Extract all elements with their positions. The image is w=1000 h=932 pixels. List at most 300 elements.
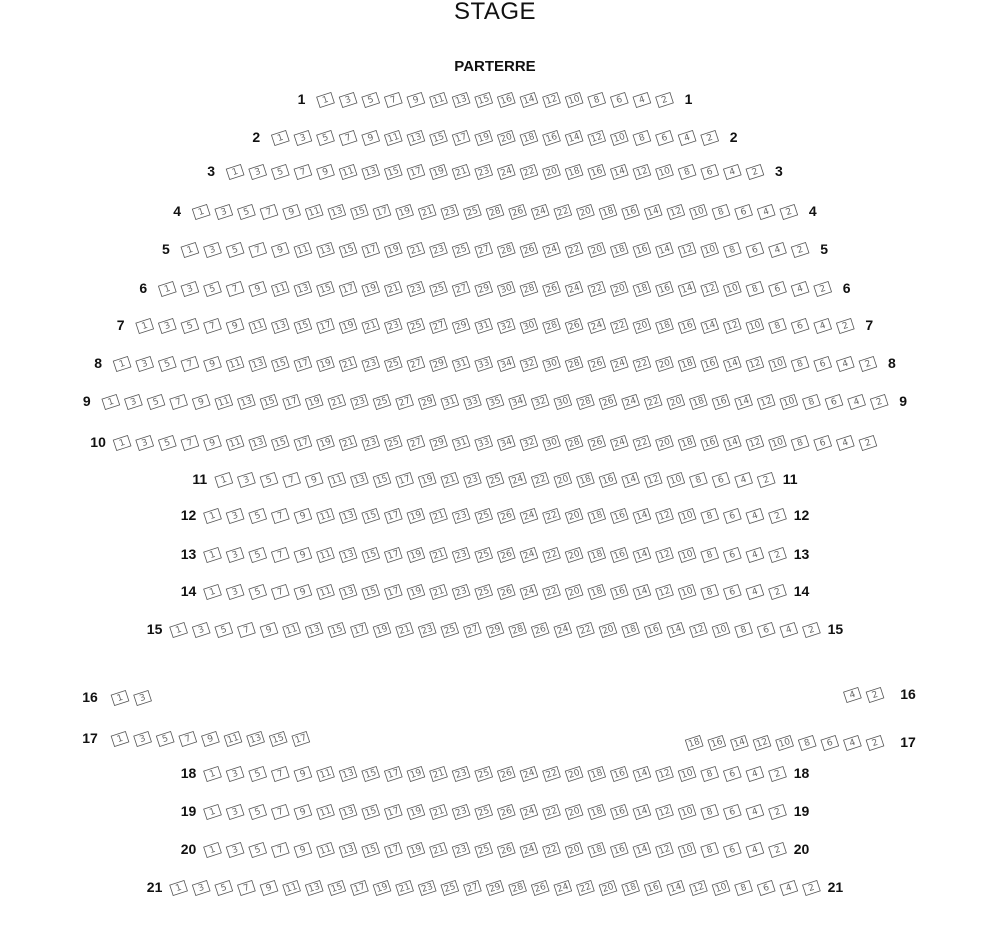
seat-row-1-14[interactable]: [520, 92, 538, 107]
seat-row-18-4[interactable]: [746, 766, 764, 781]
seat-row-8-20[interactable]: [656, 356, 674, 371]
seat-row-2-14[interactable]: [565, 130, 583, 145]
seat-row-4-12[interactable]: [667, 204, 685, 219]
seat-row-21-26[interactable]: [531, 880, 549, 895]
seat-row-3-14[interactable]: [610, 164, 628, 179]
seat-row-7-31[interactable]: [475, 318, 493, 333]
seat-row-11-2[interactable]: [757, 472, 775, 487]
seat-row-8-33[interactable]: [475, 356, 493, 371]
seat-row-10-17[interactable]: [294, 435, 312, 450]
seat-row-12-20[interactable]: [565, 508, 583, 523]
seat-row-20-4[interactable]: [746, 842, 764, 857]
seat-row-18-9[interactable]: [294, 766, 312, 781]
seat-row-4-9[interactable]: [283, 204, 301, 219]
seat-row-20-1[interactable]: [204, 842, 222, 857]
seat-row-20-22[interactable]: [543, 842, 561, 857]
seat-row-11-21[interactable]: [441, 472, 459, 487]
seat-row-21-2[interactable]: [803, 880, 821, 895]
seat-row-11-9[interactable]: [305, 472, 323, 487]
seat-row-9-16[interactable]: [712, 394, 730, 409]
seat-row-8-18[interactable]: [678, 356, 696, 371]
seat-row-5-6[interactable]: [746, 242, 764, 257]
seat-row-8-13[interactable]: [249, 356, 267, 371]
seat-row-4-28[interactable]: [486, 204, 504, 219]
seat-row-1-12[interactable]: [543, 92, 561, 107]
seat-row-15-19[interactable]: [373, 622, 391, 637]
seat-row-9-14[interactable]: [735, 394, 753, 409]
seat-row-14-3[interactable]: [226, 584, 244, 599]
seat-row-15-7[interactable]: [238, 622, 256, 637]
seat-row-1-4[interactable]: [633, 92, 651, 107]
seat-row-5-1[interactable]: [181, 242, 199, 257]
seat-row-9-25[interactable]: [373, 394, 391, 409]
seat-row-19-21[interactable]: [430, 804, 448, 819]
seat-row-2-18[interactable]: [520, 130, 538, 145]
seat-row-10-7[interactable]: [181, 435, 199, 450]
seat-row-3-8[interactable]: [678, 164, 696, 179]
seat-row-17-8[interactable]: [798, 735, 816, 750]
seat-row-4-1[interactable]: [192, 204, 210, 219]
seat-row-2-8[interactable]: [633, 130, 651, 145]
seat-row-11-3[interactable]: [238, 472, 256, 487]
seat-row-7-1[interactable]: [136, 318, 154, 333]
seat-row-10-15[interactable]: [271, 435, 289, 450]
seat-row-17-16[interactable]: [708, 735, 726, 750]
seat-row-9-31[interactable]: [441, 394, 459, 409]
seat-row-3-12[interactable]: [633, 164, 651, 179]
seat-row-3-1[interactable]: [226, 164, 244, 179]
seat-row-21-8[interactable]: [735, 880, 753, 895]
seat-row-3-9[interactable]: [317, 164, 335, 179]
seat-row-20-15[interactable]: [362, 842, 380, 857]
seat-row-18-1[interactable]: [204, 766, 222, 781]
seat-row-4-7[interactable]: [260, 204, 278, 219]
seat-row-17-12[interactable]: [753, 735, 771, 750]
seat-row-19-10[interactable]: [678, 804, 696, 819]
seat-row-13-18[interactable]: [588, 547, 606, 562]
seat-row-3-22[interactable]: [520, 164, 538, 179]
seat-row-5-24[interactable]: [543, 242, 561, 257]
seat-row-9-13[interactable]: [238, 394, 256, 409]
seat-row-21-19[interactable]: [373, 880, 391, 895]
seat-row-6-12[interactable]: [701, 281, 719, 296]
seat-row-4-6[interactable]: [735, 204, 753, 219]
seat-row-21-4[interactable]: [780, 880, 798, 895]
seat-row-6-22[interactable]: [588, 281, 606, 296]
seat-row-12-22[interactable]: [543, 508, 561, 523]
seat-row-14-15[interactable]: [362, 584, 380, 599]
seat-row-10-14[interactable]: [723, 435, 741, 450]
seat-row-9-24[interactable]: [622, 394, 640, 409]
seat-row-8-32[interactable]: [520, 356, 538, 371]
seat-row-6-24[interactable]: [565, 281, 583, 296]
seat-row-5-2[interactable]: [791, 242, 809, 257]
seat-row-7-23[interactable]: [384, 318, 402, 333]
seat-row-16-3[interactable]: [134, 690, 152, 705]
seat-row-5-4[interactable]: [769, 242, 787, 257]
seat-row-10-8[interactable]: [791, 435, 809, 450]
seat-row-14-10[interactable]: [678, 584, 696, 599]
seat-row-14-8[interactable]: [701, 584, 719, 599]
seat-row-13-15[interactable]: [362, 547, 380, 562]
seat-row-12-12[interactable]: [656, 508, 674, 523]
seat-row-14-6[interactable]: [723, 584, 741, 599]
seat-row-8-31[interactable]: [452, 356, 470, 371]
seat-row-19-11[interactable]: [317, 804, 335, 819]
seat-row-6-20[interactable]: [610, 281, 628, 296]
seat-row-12-18[interactable]: [588, 508, 606, 523]
seat-row-10-26[interactable]: [588, 435, 606, 450]
seat-row-20-5[interactable]: [249, 842, 267, 857]
seat-row-5-5[interactable]: [226, 242, 244, 257]
seat-row-17-4[interactable]: [844, 735, 862, 750]
seat-row-9-1[interactable]: [102, 394, 120, 409]
seat-row-7-10[interactable]: [746, 318, 764, 333]
seat-row-15-28[interactable]: [509, 622, 527, 637]
seat-row-15-23[interactable]: [418, 622, 436, 637]
seat-row-19-12[interactable]: [656, 804, 674, 819]
seat-row-8-8[interactable]: [791, 356, 809, 371]
seat-row-10-33[interactable]: [475, 435, 493, 450]
seat-row-17-17[interactable]: [292, 731, 310, 746]
seat-row-6-16[interactable]: [656, 281, 674, 296]
seat-row-4-11[interactable]: [305, 204, 323, 219]
seat-row-9-17[interactable]: [283, 394, 301, 409]
seat-row-7-3[interactable]: [158, 318, 176, 333]
seat-row-14-1[interactable]: [204, 584, 222, 599]
seat-row-20-21[interactable]: [430, 842, 448, 857]
seat-row-19-25[interactable]: [475, 804, 493, 819]
seat-row-7-18[interactable]: [656, 318, 674, 333]
seat-row-6-29[interactable]: [475, 281, 493, 296]
seat-row-11-14[interactable]: [622, 472, 640, 487]
seat-row-10-10[interactable]: [769, 435, 787, 450]
seat-row-3-18[interactable]: [565, 164, 583, 179]
seat-row-15-11[interactable]: [283, 622, 301, 637]
seat-row-7-27[interactable]: [430, 318, 448, 333]
seat-row-7-17[interactable]: [317, 318, 335, 333]
seat-row-2-6[interactable]: [656, 130, 674, 145]
seat-row-2-2[interactable]: [701, 130, 719, 145]
seat-row-15-5[interactable]: [215, 622, 233, 637]
seat-row-19-4[interactable]: [746, 804, 764, 819]
seat-row-17-1[interactable]: [111, 731, 129, 746]
seat-row-9-27[interactable]: [396, 394, 414, 409]
seat-row-8-14[interactable]: [723, 356, 741, 371]
seat-row-20-8[interactable]: [701, 842, 719, 857]
seat-row-10-27[interactable]: [407, 435, 425, 450]
seat-row-19-22[interactable]: [543, 804, 561, 819]
seat-row-19-14[interactable]: [633, 804, 651, 819]
seat-row-3-4[interactable]: [723, 164, 741, 179]
seat-row-21-6[interactable]: [757, 880, 775, 895]
seat-row-18-23[interactable]: [452, 766, 470, 781]
seat-row-8-27[interactable]: [407, 356, 425, 371]
seat-row-15-29[interactable]: [486, 622, 504, 637]
seat-row-3-16[interactable]: [588, 164, 606, 179]
seat-row-5-25[interactable]: [452, 242, 470, 257]
seat-row-21-14[interactable]: [667, 880, 685, 895]
seat-row-21-11[interactable]: [283, 880, 301, 895]
seat-row-3-15[interactable]: [384, 164, 402, 179]
seat-row-15-21[interactable]: [396, 622, 414, 637]
seat-row-14-17[interactable]: [384, 584, 402, 599]
seat-row-7-9[interactable]: [226, 318, 244, 333]
seat-row-10-24[interactable]: [610, 435, 628, 450]
seat-row-10-16[interactable]: [701, 435, 719, 450]
seat-row-21-13[interactable]: [305, 880, 323, 895]
seat-row-1-2[interactable]: [656, 92, 674, 107]
seat-row-17-15[interactable]: [269, 731, 287, 746]
seat-row-5-7[interactable]: [249, 242, 267, 257]
seat-row-9-10[interactable]: [780, 394, 798, 409]
seat-row-19-13[interactable]: [339, 804, 357, 819]
seat-row-19-23[interactable]: [452, 804, 470, 819]
seat-row-9-21[interactable]: [328, 394, 346, 409]
seat-row-19-19[interactable]: [407, 804, 425, 819]
seat-row-7-30[interactable]: [520, 318, 538, 333]
seat-row-2-20[interactable]: [497, 130, 515, 145]
seat-row-8-9[interactable]: [204, 356, 222, 371]
seat-row-13-23[interactable]: [452, 547, 470, 562]
seat-row-10-9[interactable]: [204, 435, 222, 450]
seat-row-16-4[interactable]: [844, 687, 862, 702]
seat-row-19-18[interactable]: [588, 804, 606, 819]
seat-row-8-5[interactable]: [158, 356, 176, 371]
seat-row-12-9[interactable]: [294, 508, 312, 523]
seat-row-9-26[interactable]: [599, 394, 617, 409]
seat-row-3-6[interactable]: [701, 164, 719, 179]
seat-row-21-23[interactable]: [418, 880, 436, 895]
seat-row-2-4[interactable]: [678, 130, 696, 145]
seat-row-11-20[interactable]: [554, 472, 572, 487]
seat-row-18-16[interactable]: [610, 766, 628, 781]
seat-row-2-16[interactable]: [543, 130, 561, 145]
seat-row-6-9[interactable]: [249, 281, 267, 296]
seat-row-8-26[interactable]: [588, 356, 606, 371]
seat-row-13-5[interactable]: [249, 547, 267, 562]
seat-row-2-13[interactable]: [407, 130, 425, 145]
seat-row-7-19[interactable]: [339, 318, 357, 333]
seat-row-14-11[interactable]: [317, 584, 335, 599]
seat-row-19-7[interactable]: [271, 804, 289, 819]
seat-row-4-16[interactable]: [622, 204, 640, 219]
seat-row-6-2[interactable]: [814, 281, 832, 296]
seat-row-11-16[interactable]: [599, 472, 617, 487]
seat-row-13-11[interactable]: [317, 547, 335, 562]
seat-row-8-7[interactable]: [181, 356, 199, 371]
seat-row-13-21[interactable]: [430, 547, 448, 562]
seat-row-11-1[interactable]: [215, 472, 233, 487]
seat-row-8-16[interactable]: [701, 356, 719, 371]
seat-row-8-10[interactable]: [769, 356, 787, 371]
seat-row-15-9[interactable]: [260, 622, 278, 637]
seat-row-12-6[interactable]: [723, 508, 741, 523]
seat-row-10-12[interactable]: [746, 435, 764, 450]
seat-row-5-3[interactable]: [204, 242, 222, 257]
seat-row-14-20[interactable]: [565, 584, 583, 599]
seat-row-12-14[interactable]: [633, 508, 651, 523]
seat-row-8-22[interactable]: [633, 356, 651, 371]
seat-row-6-25[interactable]: [430, 281, 448, 296]
seat-row-6-21[interactable]: [384, 281, 402, 296]
seat-row-12-19[interactable]: [407, 508, 425, 523]
seat-row-2-9[interactable]: [362, 130, 380, 145]
seat-row-15-14[interactable]: [667, 622, 685, 637]
seat-row-8-30[interactable]: [543, 356, 561, 371]
seat-row-8-4[interactable]: [836, 356, 854, 371]
seat-row-9-8[interactable]: [803, 394, 821, 409]
seat-row-14-18[interactable]: [588, 584, 606, 599]
seat-row-14-13[interactable]: [339, 584, 357, 599]
seat-row-11-13[interactable]: [351, 472, 369, 487]
seat-row-8-19[interactable]: [317, 356, 335, 371]
seat-row-6-10[interactable]: [723, 281, 741, 296]
seat-row-11-4[interactable]: [735, 472, 753, 487]
seat-row-8-23[interactable]: [362, 356, 380, 371]
seat-row-18-3[interactable]: [226, 766, 244, 781]
seat-row-14-24[interactable]: [520, 584, 538, 599]
seat-row-6-1[interactable]: [158, 281, 176, 296]
seat-row-5-18[interactable]: [610, 242, 628, 257]
seat-row-4-4[interactable]: [757, 204, 775, 219]
seat-row-18-10[interactable]: [678, 766, 696, 781]
seat-row-15-1[interactable]: [170, 622, 188, 637]
seat-row-13-25[interactable]: [475, 547, 493, 562]
seat-row-8-6[interactable]: [814, 356, 832, 371]
seat-row-10-6[interactable]: [814, 435, 832, 450]
seat-row-7-8[interactable]: [769, 318, 787, 333]
seat-row-7-7[interactable]: [204, 318, 222, 333]
seat-row-8-21[interactable]: [339, 356, 357, 371]
seat-row-19-1[interactable]: [204, 804, 222, 819]
seat-row-14-14[interactable]: [633, 584, 651, 599]
seat-row-1-5[interactable]: [362, 92, 380, 107]
seat-row-15-6[interactable]: [757, 622, 775, 637]
seat-row-4-13[interactable]: [328, 204, 346, 219]
seat-row-6-23[interactable]: [407, 281, 425, 296]
seat-row-9-29[interactable]: [418, 394, 436, 409]
seat-row-6-8[interactable]: [746, 281, 764, 296]
seat-row-20-12[interactable]: [656, 842, 674, 857]
seat-row-4-10[interactable]: [690, 204, 708, 219]
seat-row-4-18[interactable]: [599, 204, 617, 219]
seat-row-10-5[interactable]: [158, 435, 176, 450]
seat-row-20-9[interactable]: [294, 842, 312, 857]
seat-row-5-15[interactable]: [339, 242, 357, 257]
seat-row-14-12[interactable]: [656, 584, 674, 599]
seat-row-4-25[interactable]: [464, 204, 482, 219]
seat-row-7-29[interactable]: [452, 318, 470, 333]
seat-row-19-5[interactable]: [249, 804, 267, 819]
seat-row-14-7[interactable]: [271, 584, 289, 599]
seat-row-11-17[interactable]: [396, 472, 414, 487]
seat-row-11-7[interactable]: [283, 472, 301, 487]
seat-row-12-25[interactable]: [475, 508, 493, 523]
seat-row-3-19[interactable]: [430, 164, 448, 179]
seat-row-15-10[interactable]: [712, 622, 730, 637]
seat-row-20-14[interactable]: [633, 842, 651, 857]
seat-row-7-24[interactable]: [588, 318, 606, 333]
seat-row-16-1[interactable]: [111, 690, 129, 705]
seat-row-18-14[interactable]: [633, 766, 651, 781]
seat-row-7-32[interactable]: [497, 318, 515, 333]
seat-row-2-5[interactable]: [317, 130, 335, 145]
seat-row-4-17[interactable]: [373, 204, 391, 219]
seat-row-21-5[interactable]: [215, 880, 233, 895]
seat-row-7-14[interactable]: [701, 318, 719, 333]
seat-row-7-4[interactable]: [814, 318, 832, 333]
seat-row-1-7[interactable]: [384, 92, 402, 107]
seat-row-1-6[interactable]: [610, 92, 628, 107]
seat-row-11-22[interactable]: [531, 472, 549, 487]
seat-row-6-14[interactable]: [678, 281, 696, 296]
seat-row-12-10[interactable]: [678, 508, 696, 523]
seat-row-18-24[interactable]: [520, 766, 538, 781]
seat-row-20-24[interactable]: [520, 842, 538, 857]
seat-row-13-1[interactable]: [204, 547, 222, 562]
seat-row-6-11[interactable]: [271, 281, 289, 296]
seat-row-9-9[interactable]: [192, 394, 210, 409]
seat-row-7-21[interactable]: [362, 318, 380, 333]
seat-row-2-12[interactable]: [588, 130, 606, 145]
seat-row-3-3[interactable]: [249, 164, 267, 179]
seat-row-8-12[interactable]: [746, 356, 764, 371]
seat-row-21-29[interactable]: [486, 880, 504, 895]
seat-row-3-10[interactable]: [656, 164, 674, 179]
seat-row-3-11[interactable]: [339, 164, 357, 179]
seat-row-3-21[interactable]: [452, 164, 470, 179]
seat-row-12-13[interactable]: [339, 508, 357, 523]
seat-row-13-7[interactable]: [271, 547, 289, 562]
seat-row-6-15[interactable]: [317, 281, 335, 296]
seat-row-13-16[interactable]: [610, 547, 628, 562]
seat-row-9-6[interactable]: [825, 394, 843, 409]
seat-row-20-26[interactable]: [497, 842, 515, 857]
seat-row-1-16[interactable]: [497, 92, 515, 107]
seat-row-6-13[interactable]: [294, 281, 312, 296]
seat-row-7-22[interactable]: [610, 318, 628, 333]
seat-row-20-17[interactable]: [384, 842, 402, 857]
seat-row-18-6[interactable]: [723, 766, 741, 781]
seat-row-18-11[interactable]: [317, 766, 335, 781]
seat-row-4-2[interactable]: [780, 204, 798, 219]
seat-row-8-25[interactable]: [384, 356, 402, 371]
seat-row-21-25[interactable]: [441, 880, 459, 895]
seat-row-12-8[interactable]: [701, 508, 719, 523]
seat-row-17-13[interactable]: [247, 731, 265, 746]
seat-row-21-3[interactable]: [192, 880, 210, 895]
seat-row-10-20[interactable]: [656, 435, 674, 450]
seat-row-13-20[interactable]: [565, 547, 583, 562]
seat-row-10-19[interactable]: [317, 435, 335, 450]
seat-row-11-19[interactable]: [418, 472, 436, 487]
seat-row-10-29[interactable]: [430, 435, 448, 450]
seat-row-4-21[interactable]: [418, 204, 436, 219]
seat-row-17-14[interactable]: [731, 735, 749, 750]
seat-row-8-28[interactable]: [565, 356, 583, 371]
seat-row-17-9[interactable]: [202, 731, 220, 746]
seat-row-21-27[interactable]: [464, 880, 482, 895]
seat-row-13-26[interactable]: [497, 547, 515, 562]
seat-row-19-9[interactable]: [294, 804, 312, 819]
seat-row-8-29[interactable]: [430, 356, 448, 371]
seat-row-18-25[interactable]: [475, 766, 493, 781]
seat-row-3-24[interactable]: [497, 164, 515, 179]
seat-row-15-17[interactable]: [351, 622, 369, 637]
seat-row-20-10[interactable]: [678, 842, 696, 857]
seat-row-5-21[interactable]: [407, 242, 425, 257]
